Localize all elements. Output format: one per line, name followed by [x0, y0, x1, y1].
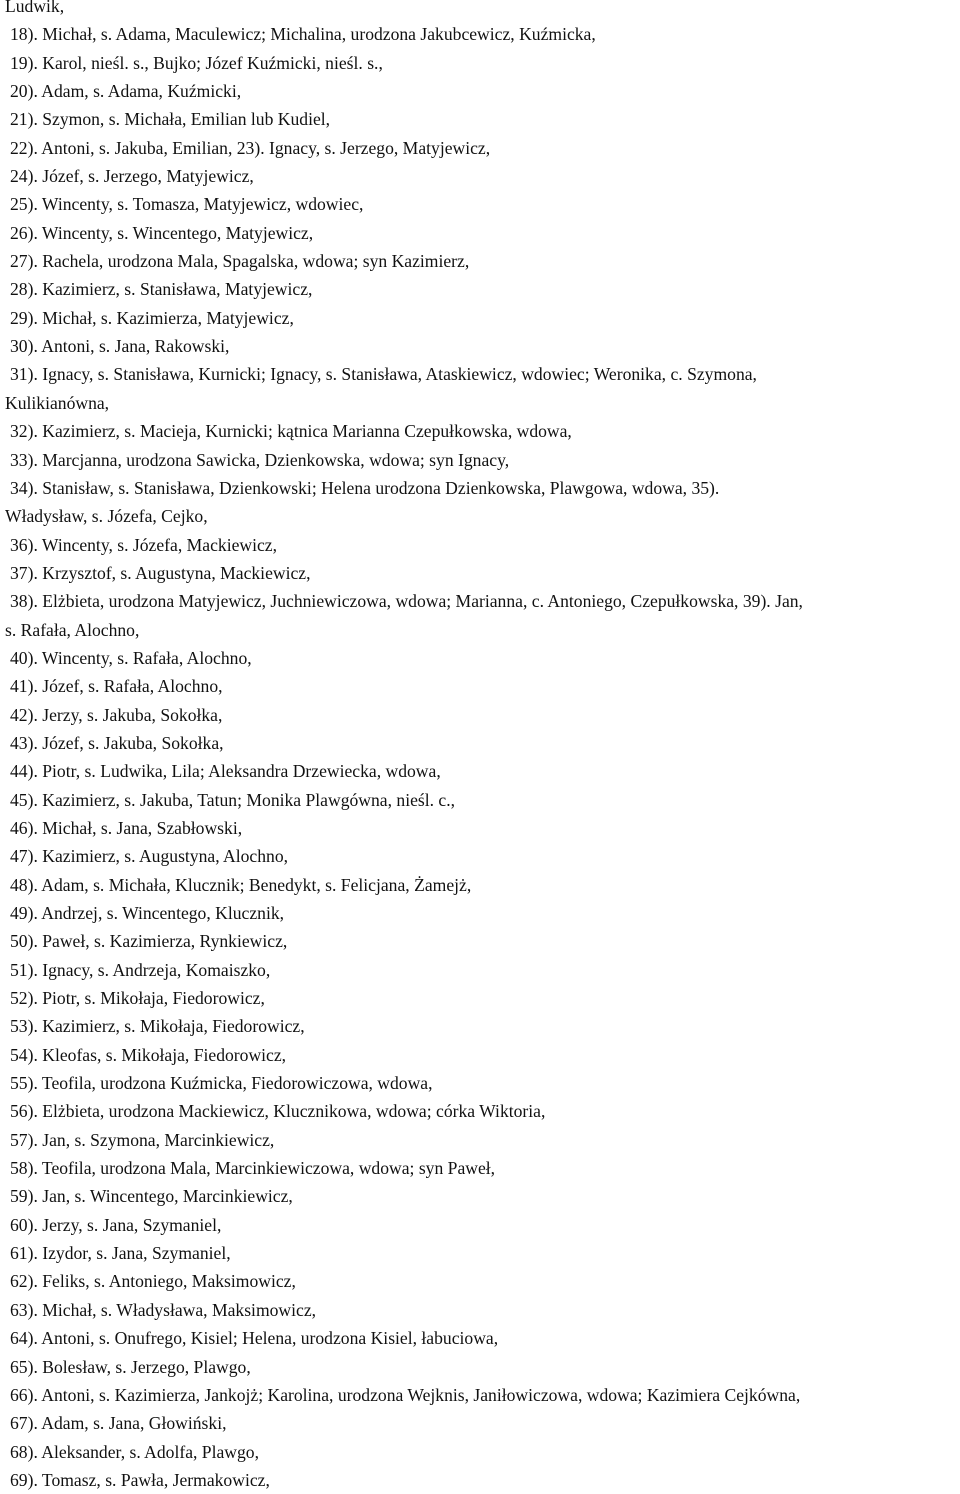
entry-42: 42). Jerzy, s. Jakuba, Sokołka, [10, 704, 223, 725]
entry-24: 24). Józef, s. Jerzego, Matyjewicz, [10, 166, 254, 187]
entry-25: 25). Wincenty, s. Tomasza, Matyjewicz, wdowiec, [10, 194, 364, 215]
entry-33: 33). Marcjanna, urodzona Sawicka, Dzienkowska, wdowa; syn Ignacy, [10, 449, 510, 470]
entry-31: 31). Ignacy, s. Stanisława, Kurnicki; Ignacy, s. Stanisława, Ataskiewicz, wdowiec; Weronika, c. Szymona, [10, 364, 757, 385]
entry-40: 40). Wincenty, s. Rafała, Alochno, [10, 647, 252, 668]
entry-48: 48). Adam, s. Michała, Klucznik; Benedykt, s. Felicjana, Żamejż, [10, 874, 472, 895]
entry-51: 51). Ignacy, s. Andrzeja, Komaiszko, [10, 959, 271, 980]
entry-58: 58). Teofila, urodzona Mala, Marcinkiewiczowa, wdowa; syn Paweł, [10, 1158, 496, 1179]
entry-64: 64). Antoni, s. Onufrego, Kisiel; Helena, urodzona Kisiel, łabuciowa, [10, 1328, 499, 1349]
entry-32: 32). Kazimierz, s. Macieja, Kurnicki; kątnica Marianna Czepułkowska, wdowa, [10, 421, 572, 442]
entry-65: 65). Bolesław, s. Jerzego, Plawgo, [10, 1356, 251, 1377]
entry-21: 21). Szymon, s. Michała, Emilian lub Kudiel, [10, 109, 331, 130]
document-page [5, 0, 960, 1494]
entry-35-continued: Władysław, s. Józefa, Cejko, [5, 506, 208, 527]
entry-18: 18). Michał, s. Adama, Maculewicz; Michalina, urodzona Jakubcewicz, Kuźmicka, [10, 24, 596, 45]
entry-57: 57). Jan, s. Szymona, Marcinkiewicz, [10, 1129, 275, 1150]
entry-20: 20). Adam, s. Adama, Kuźmicki, [10, 81, 242, 102]
entry-50: 50). Paweł, s. Kazimierza, Rynkiewicz, [10, 931, 288, 952]
entry-39-continued: s. Rafała, Alochno, [5, 619, 140, 640]
entry-52: 52). Piotr, s. Mikołaja, Fiedorowicz, [10, 988, 265, 1009]
entry-30: 30). Antoni, s. Jana, Rakowski, [10, 336, 230, 357]
entry-28: 28). Kazimierz, s. Stanisława, Matyjewicz, [10, 279, 313, 300]
entry-69: 69). Tomasz, s. Pawła, Jermakowicz, [10, 1469, 270, 1490]
entry-55: 55). Teofila, urodzona Kuźmicka, Fiedorowiczowa, wdowa, [10, 1073, 433, 1094]
entry-36: 36). Wincenty, s. Józefa, Mackiewicz, [10, 534, 278, 555]
entry-62: 62). Feliks, s. Antoniego, Maksimowicz, [10, 1271, 296, 1292]
entry-67: 67). Adam, s. Jana, Głowiński, [10, 1413, 227, 1434]
entry-26: 26). Wincenty, s. Wincentego, Matyjewicz, [10, 222, 314, 243]
entry-45: 45). Kazimierz, s. Jakuba, Tatun; Monika Plawgówna, nieśl. c., [10, 789, 456, 810]
entry-63: 63). Michał, s. Władysława, Maksimowicz, [10, 1299, 317, 1320]
entry-34-35: 34). Stanisław, s. Stanisława, Dzienkowski; Helena urodzona Dzienkowska, Plawgowa, wdowa, 35). [10, 477, 720, 498]
text-line-ludwik: Ludwik, [5, 0, 65, 16]
entry-31-continued: Kulikianówna, [5, 392, 110, 413]
entry-66: 66). Antoni, s. Kazimierza, Jankojż; Karolina, urodzona Wejknis, Janiłowiczowa, wdowa; Kazimiera Cejkówna, [10, 1384, 801, 1405]
entry-59: 59). Jan, s. Wincentego, Marcinkiewicz, [10, 1186, 293, 1207]
entry-46: 46). Michał, s. Jana, Szabłowski, [10, 817, 243, 838]
entry-47: 47). Kazimierz, s. Augustyna, Alochno, [10, 846, 289, 867]
entry-54: 54). Kleofas, s. Mikołaja, Fiedorowicz, [10, 1044, 287, 1065]
entry-37: 37). Krzysztof, s. Augustyna, Mackiewicz, [10, 562, 311, 583]
entry-49: 49). Andrzej, s. Wincentego, Klucznik, [10, 903, 285, 923]
entry-29: 29). Michał, s. Kazimierza, Matyjewicz, [10, 307, 294, 328]
entry-68: 68). Aleksander, s. Adolfa, Plawgo, [10, 1441, 259, 1462]
entry-53: 53). Kazimierz, s. Mikołaja, Fiedorowicz, [10, 1016, 305, 1037]
entry-60: 60). Jerzy, s. Jana, Szymaniel, [10, 1214, 222, 1235]
entry-19: 19). Karol, nieśl. s., Bujko; Józef Kuźmicki, nieśl. s., [10, 52, 383, 73]
entry-43: 43). Józef, s. Jakuba, Sokołka, [10, 732, 224, 753]
entry-56: 56). Elżbieta, urodzona Mackiewicz, Klucznikowa, wdowa; córka Wiktoria, [10, 1101, 546, 1122]
entry-41: 41). Józef, s. Rafała, Alochno, [10, 676, 223, 697]
entry-38-39: 38). Elżbieta, urodzona Matyjewicz, Juchniewiczowa, wdowa; Marianna, c. Antoniego, Czepułkowska, 39). Jan, [10, 591, 803, 612]
entry-61: 61). Izydor, s. Jana, Szymaniel, [10, 1243, 231, 1264]
entry-44: 44). Piotr, s. Ludwika, Lila; Aleksandra Drzewiecka, wdowa, [10, 761, 441, 782]
entry-27: 27). Rachela, urodzona Mala, Spagalska, wdowa; syn Kazimierz, [10, 251, 470, 272]
entry-22-23: 22). Antoni, s. Jakuba, Emilian, 23). Ignacy, s. Jerzego, Matyjewicz, [10, 137, 491, 158]
